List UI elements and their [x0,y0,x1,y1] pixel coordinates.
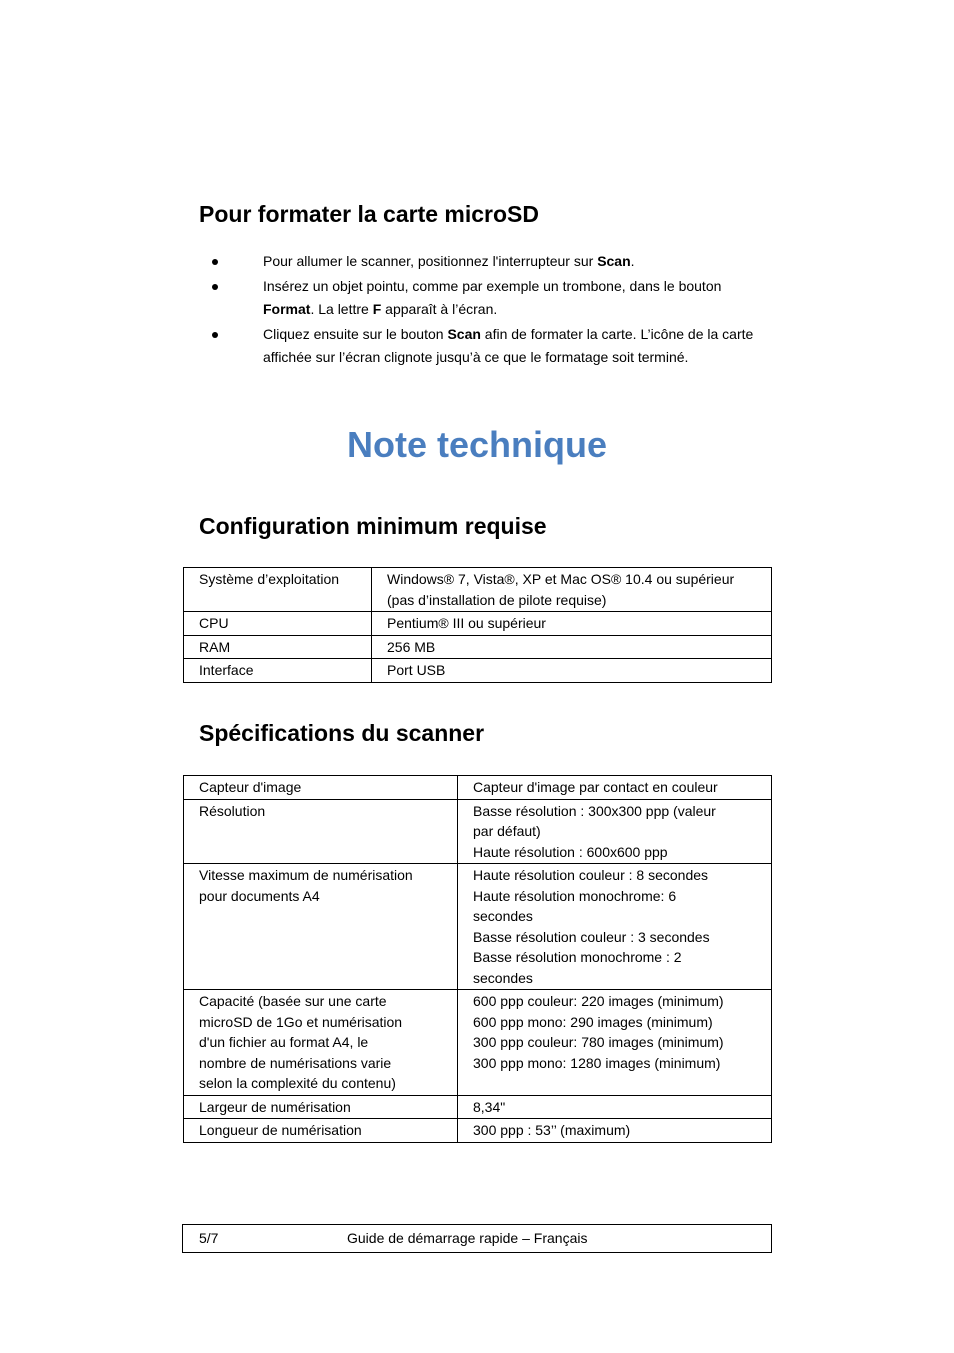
spec-label [184,776,458,800]
bullet-icon [212,332,218,338]
cell-line: 300 ppp : 53’’ (maximum) [473,1122,631,1138]
list-item: Pour allumer le scanner, positionnez l'interrupteur sur Scan. [199,250,759,274]
section-title-scanner: Spécifications du scanner [199,720,485,746]
spec-label: Système d’exploitation [184,568,372,612]
table-row [184,1119,772,1143]
page-footer [182,1224,772,1253]
cell-line: Windows® 7, Vista®, XP et Mac OS® 10.4 ou supérieur [387,571,735,587]
cell-line: Haute résolution couleur : 8 secondes [473,867,709,883]
cell-line: 8,34" [473,1098,506,1115]
cell-line: Pentium® III ou supérieur [387,615,546,631]
cell-line: 300 ppp couleur: 780 images (minimum) [473,1034,724,1050]
cell-line: secondes [473,969,533,986]
spec-value [458,864,772,990]
cell-line: Basse résolution monochrome : 2 [473,949,682,965]
section-title-config: Configuration minimum requise [199,513,547,539]
page-number: 5/7 [199,1230,219,1246]
format-steps-list [199,250,759,371]
cell-line: 300 ppp mono: 1280 images (minimum) [473,1054,721,1071]
table-row [184,864,772,990]
cell-line: Basse résolution couleur : 3 secondes [473,928,710,945]
cell-line: Basse résolution : 300x300 ppp (valeur [473,802,716,819]
cell-line: selon la complexité du contenu) [199,1075,396,1091]
table-row [184,635,772,659]
cell-line: d'un fichier au format A4, le [199,1034,369,1050]
spec-label: Interface [184,659,372,683]
bullet-icon [212,259,218,265]
table-row [184,568,772,612]
note-technique-title: Note technique [346,424,607,465]
guide-title: Guide de démarrage rapide – Français [347,1230,588,1246]
spec-value [458,990,772,1096]
list-item: Insérez un objet pointu, comme par exemple un trombone, dans le bouton Format. La lettre F apparaît à l’écran. [199,275,759,322]
spec-value [458,1095,772,1119]
table-row [184,799,772,864]
config-table [183,567,772,683]
spec-label [184,990,458,1096]
spec-label [184,1119,458,1143]
cell-line: pour documents A4 [199,887,320,904]
table-row [184,990,772,1096]
cell-line: microSD de 1Go et numérisation [199,1013,403,1030]
spec-label: RAM [184,635,372,659]
spec-value [458,1119,772,1143]
spec-value [458,776,772,800]
table-row [184,659,772,683]
section-title-format: Pour formater la carte microSD [199,201,540,227]
cell-line: Résolution [199,802,266,819]
cell-line: Longueur de numérisation [199,1122,362,1138]
spec-value [372,568,772,612]
cell-line: Haute résolution : 600x600 ppp [473,843,668,860]
cell-line: 256 MB [387,638,436,655]
cell-line: 600 ppp mono: 290 images (minimum) [473,1013,713,1030]
cell-line: par défaut) [473,823,541,839]
cell-line: Port USB [387,662,446,678]
table-row [184,776,772,800]
cell-line: secondes [473,908,533,924]
table-row [184,612,772,636]
cell-line: Vitesse maximum de numérisation [199,867,413,883]
cell-line: Capteur d'image par contact en couleur [473,779,718,795]
scanner-table [183,775,772,1143]
bullet-icon [212,284,218,290]
cell-line: nombre de numérisations varie [199,1054,392,1071]
cell-line: Largeur de numérisation [199,1098,351,1115]
table-row [184,1095,772,1119]
spec-label [184,1095,458,1119]
list-item: Cliquez ensuite sur le bouton Scan afin de formater la carte. L’icône de la carte affichée sur l’écran clignote jusqu’à ce que le formatage soit terminé. [199,323,759,370]
cell-line: (pas d’installation de pilote requise) [387,591,607,608]
cell-line: Haute résolution monochrome: 6 [473,887,677,904]
cell-line: 600 ppp couleur: 220 images (minimum) [473,993,724,1009]
cell-line: Capteur d'image [199,779,302,795]
spec-label [184,864,458,990]
spec-value [372,635,772,659]
spec-label [184,799,458,864]
spec-value [372,612,772,636]
spec-label: CPU [184,612,372,636]
cell-line: Capacité (basée sur une carte [199,993,387,1009]
spec-value [372,659,772,683]
spec-value [458,799,772,864]
